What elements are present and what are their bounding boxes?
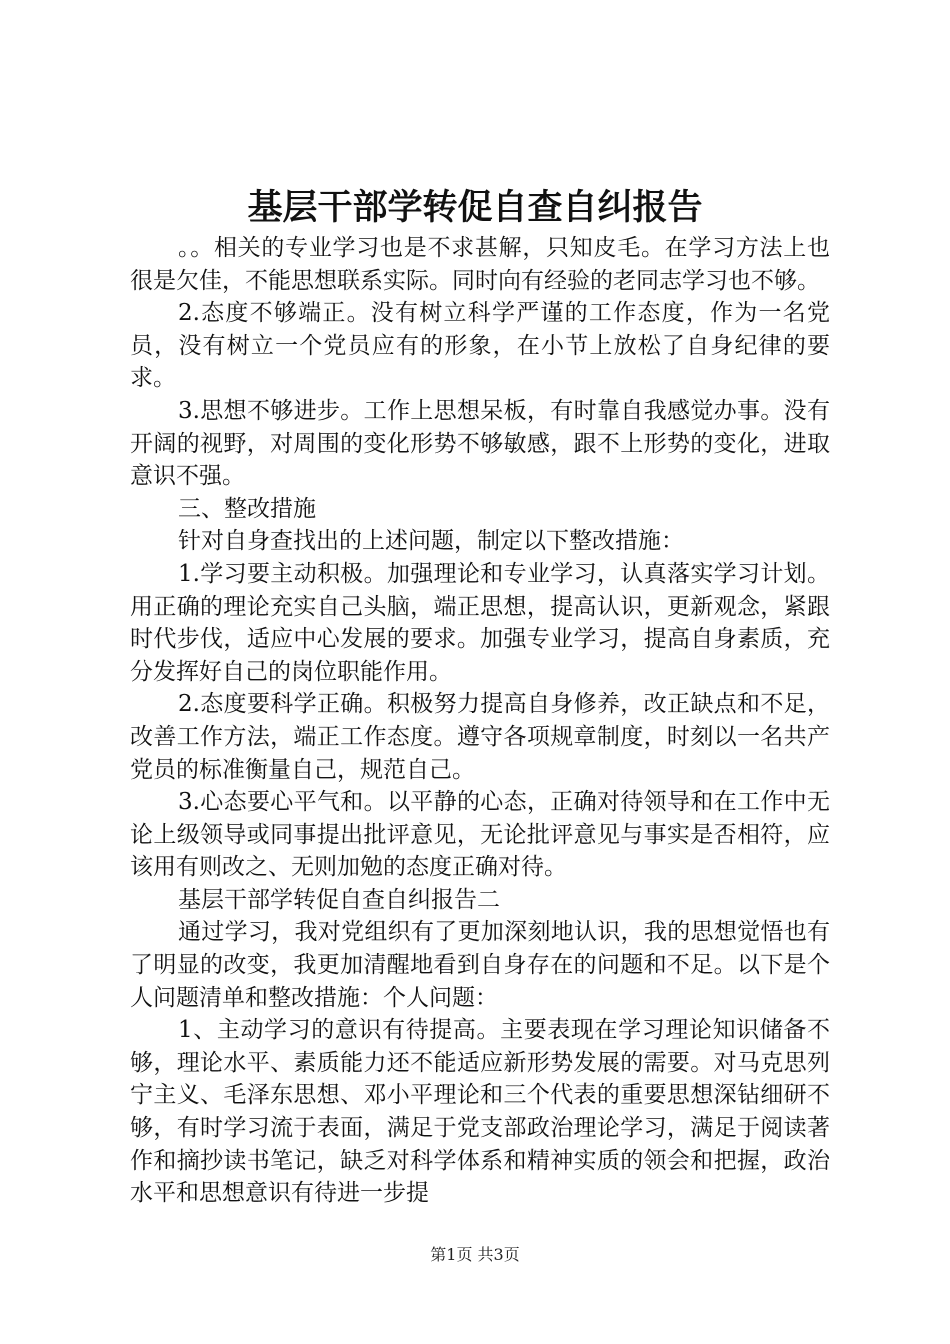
paragraph: 针对自身查找出的上述问题，制定以下整改措施： [178,528,684,555]
paragraph: 3.心态要心平气和。以平静的心态，正确对待领导和在工作中无论上级领导或同事提出批评意见，无论批评意见与事实是否相符，应该用有则改之、无则加勉的态度正确对待。 [130,789,830,881]
paragraph: 2.态度要科学正确。积极努力提高自身修养，改正缺点和不足，改善工作方法，端正工作态度。遵守各项规章制度，时刻以一名共产党员的标准衡量自己，规范自己。 [130,691,830,783]
document-body [130,232,830,1210]
paragraph: 2.态度不够端正。没有树立科学严谨的工作态度，作为一名党员，没有树立一个党员应有的形象，在小节上放松了自身纪律的要求。 [130,300,830,392]
paragraph: 1.学习要主动积极。加强理论和专业学习，认真落实学习计划。用正确的理论充实自己头脑，端正思想，提高认识，更新观念，紧跟时代步伐，适应中心发展的要求。加强专业学习，提高自身素质，充分发挥好自己的岗位职能作用。 [130,560,830,685]
paragraph: 通过学习，我对党组织有了更加深刻地认识，我的思想觉悟也有了明显的改变，我更加清醒地看到自身存在的问题和不足。以下是个人问题清单和整改措施：个人问题： [130,919,830,1011]
section-heading: 基层干部学转促自查自纠报告二 [178,886,500,913]
paragraph: 3.思想不够进步。工作上思想呆板，有时靠自我感觉办事。没有开阔的视野，对周围的变化形势不够敏感，跟不上形势的变化，进取意识不强。 [130,397,830,490]
section-heading: 三、整改措施 [178,495,316,522]
document-title: 基层干部学转促自查自纠报告 [247,187,703,228]
paragraph: 。。相关的专业学习也是不求甚解，只知皮毛。在学习方法上也很是欠佳，不能思想联系实际。同时向有经验的老同志学习也不够。 [130,235,830,294]
paragraph: 1、主动学习的意识有待提高。主要表现在学习理论知识储备不够，理论水平、素质能力还不能适应新形势发展的需要。对马克思列宁主义、毛泽东思想、邓小平理论和三个代表的重要思想深钻细研不够，有时学习流于表面，满足于党支部政治理论学习，满足于阅读著作和摘抄读书笔记，缺乏对科学体系和精神实质的领会和把握，政治水平和思想意识有待进一步提 [130,1017,830,1207]
page-footer: 第1页 共3页 [430,1245,520,1264]
